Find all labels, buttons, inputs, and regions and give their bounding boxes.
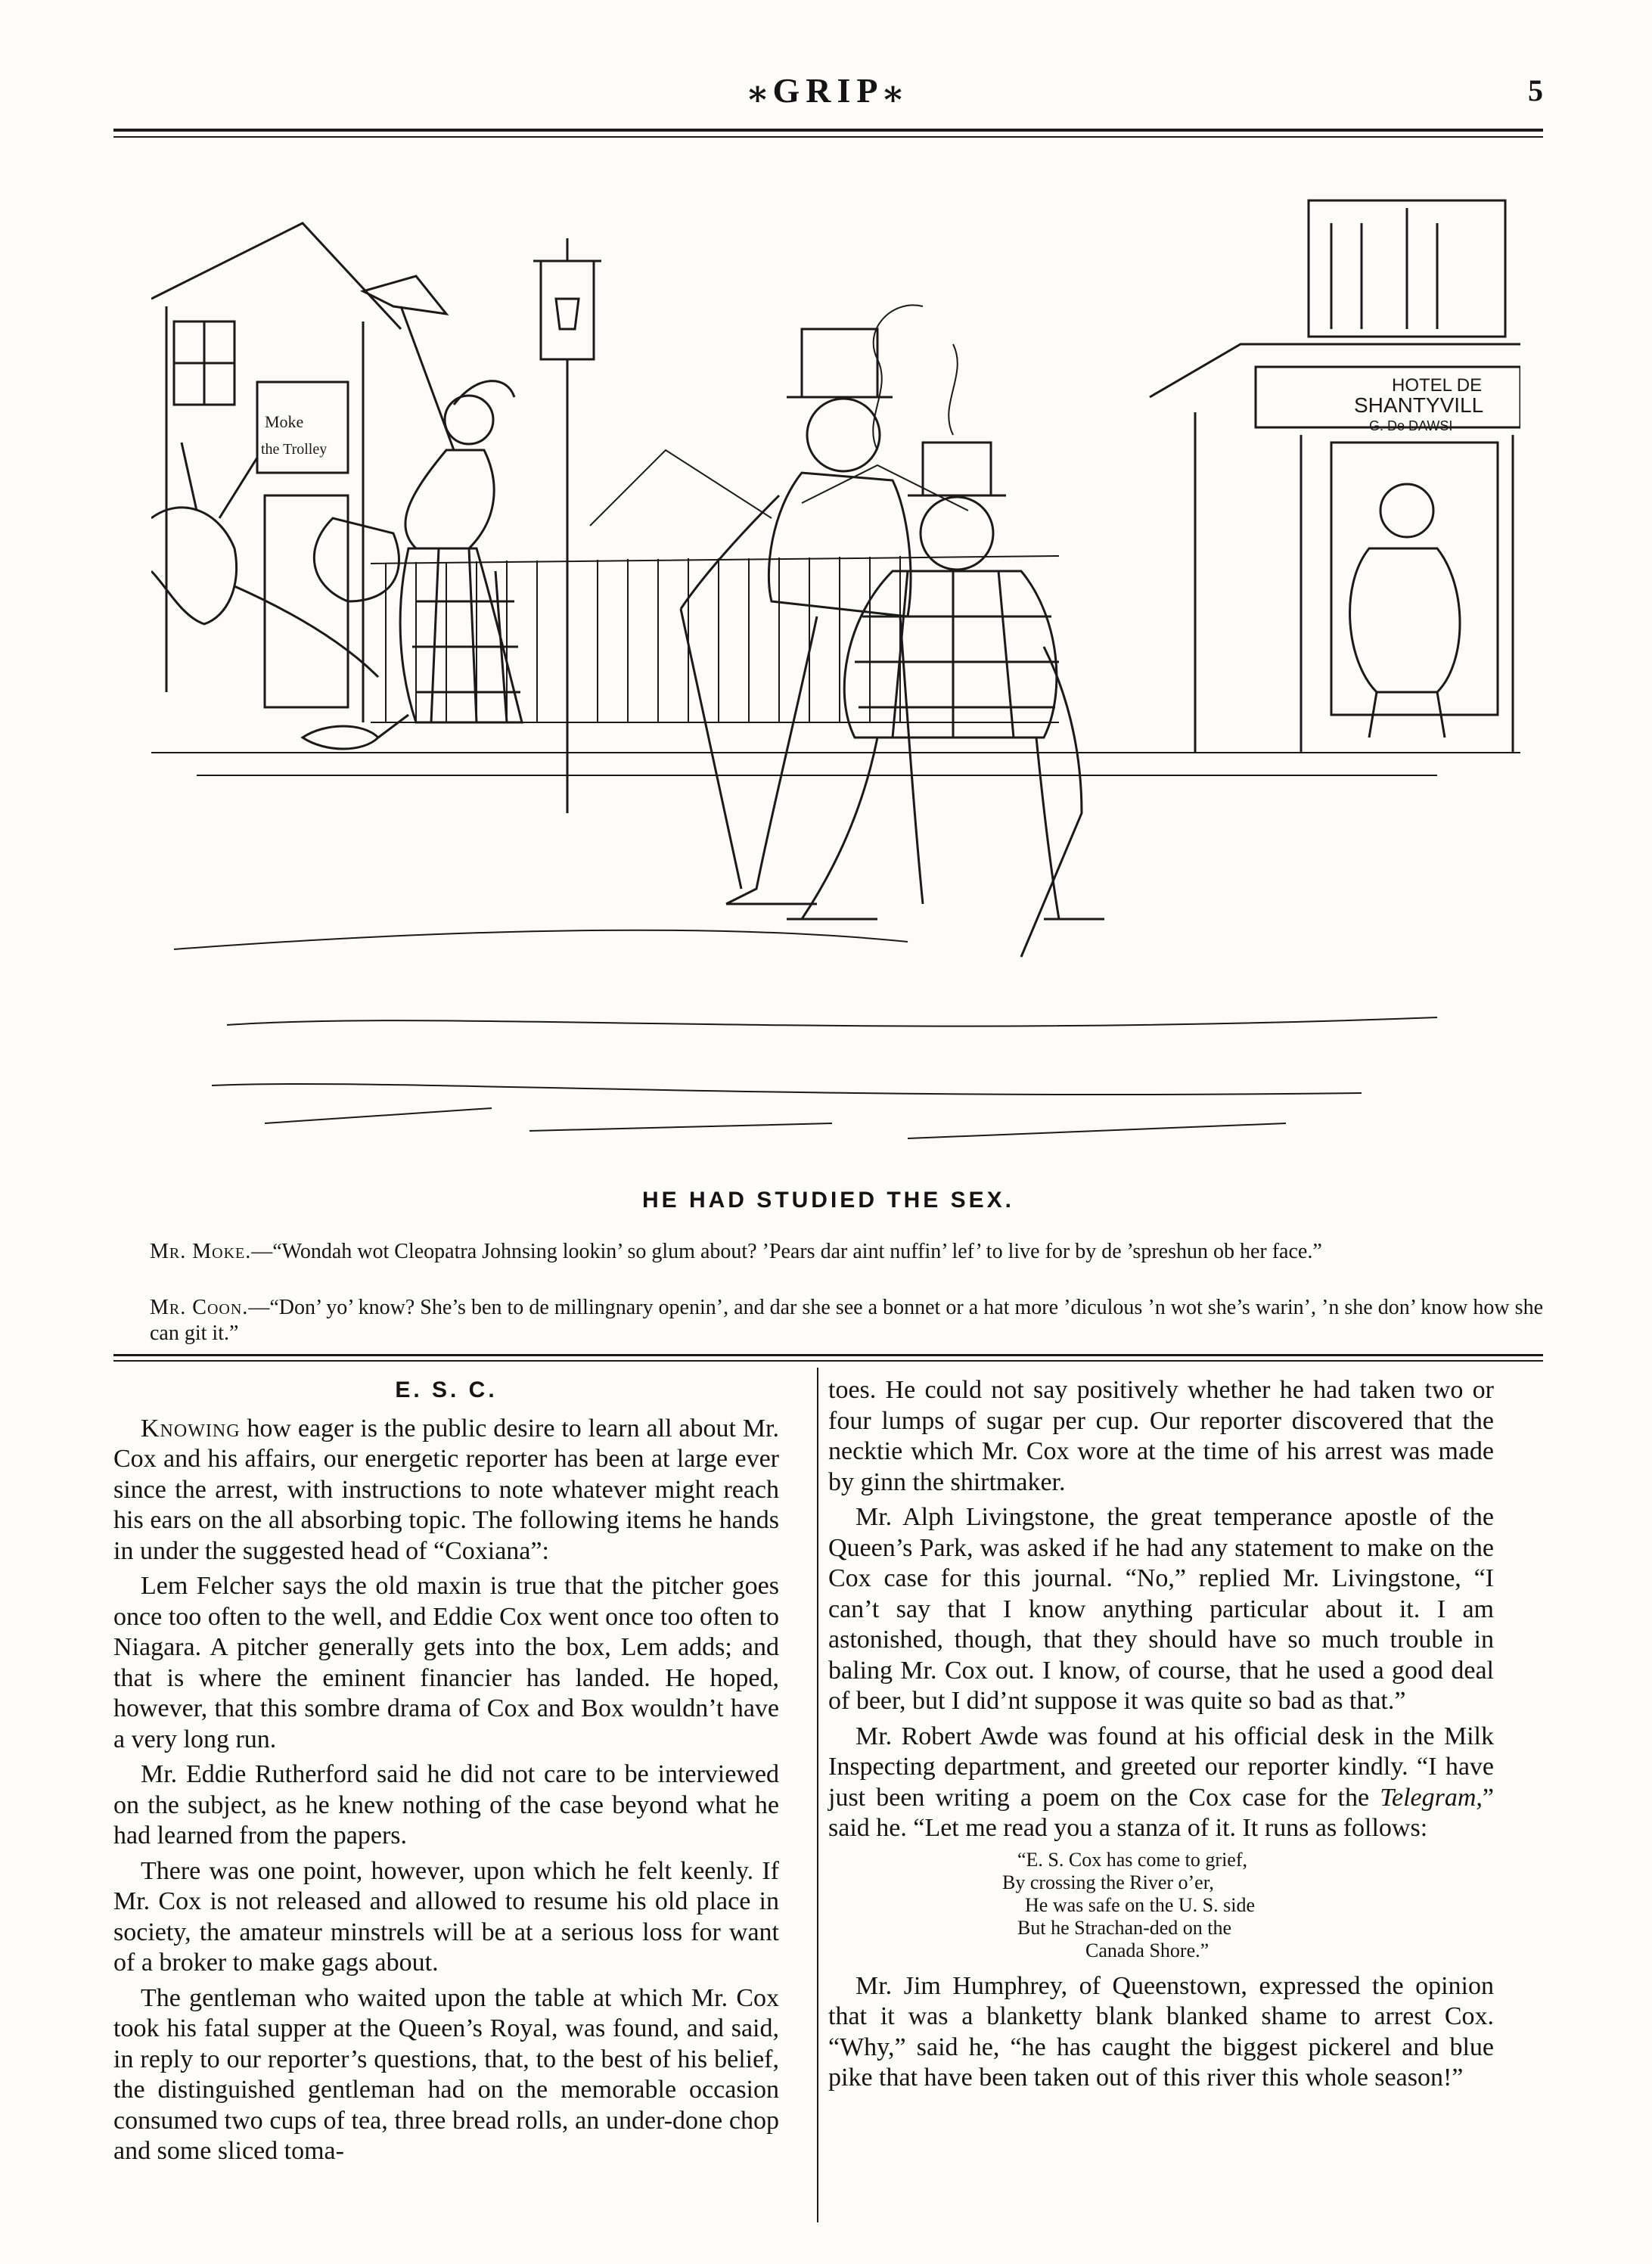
speaker-name: Mr. Moke.: [150, 1240, 252, 1263]
masthead-rule-thick: [113, 129, 1543, 132]
short-man-checked-suit: [787, 443, 1104, 957]
article-column-right: [828, 1375, 1494, 2098]
article-column-left: [113, 1375, 779, 2172]
page-number: 5: [1528, 73, 1543, 107]
article-paragraph: Knowing how eager is the public desire to learn all about Mr. Cox and his affairs, our energetic reporter has been at large ever since the arrest, with instructions to note whatever might reach his ears on the all absorbing topic. The following items he hands in under the suggested head of “Coxiana”:: [113, 1414, 779, 1565]
poem-stanza: [828, 1849, 1494, 1962]
publication-title: ⁎GRIP⁎: [748, 71, 908, 110]
article-paragraph: The gentleman who waited upon the table at which Mr. Cox took his fatal supper at the Queen’s Royal, was found, and said, in reply to our reporter’s questions, that, to the best of his belief, the distinguished gentleman had on the memorable occasion consumed two cups of tea, three bread rolls, an under-done chop and some sliced toma-: [113, 1983, 779, 2165]
cartoon-illustration: [151, 193, 1520, 1176]
newspaper-title: Telegram,: [1380, 1783, 1483, 1812]
poem-line: But he Strachan-ded on the: [1017, 1916, 1232, 1939]
speaker-name: Mr. Coon.: [150, 1296, 249, 1319]
masthead-rule-thin: [113, 136, 1543, 138]
lamp-post: [533, 238, 601, 813]
masthead: [113, 70, 1543, 115]
poem-line: “E. S. Cox has come to grief,: [1017, 1848, 1247, 1871]
cigar-smoke: [873, 305, 958, 450]
dialogue-text: —“Don’ yo’ know? She’s ben to de millingnary openin’, and dar she see a bonnet or a hat more ’diculous ’n wot she’s warin’, ’n she don’ know how she can git it.”: [150, 1296, 1543, 1345]
shop-sign-1: Moke: [265, 412, 304, 431]
article-paragraph: Mr. Alph Livingstone, the great temperance apostle of the Queen’s Park, was asked if he had any statement to make on the Cox case for this journal. “No,” replied Mr. Livingstone, “I can’t say that I know anything particular about it. I am astonished, though, that they should have so much trouble in baling Mr. Cox out. I know, of course, that he used a good deal of beer, but I did’nt suppose it was quite so bad as that.”: [828, 1503, 1494, 1715]
lead-word: Knowing: [141, 1414, 241, 1443]
article-paragraph: Mr. Eddie Rutherford said he did not care to be interviewed on the subject, as he knew nothing of the case beyond what he had learned from the papers.: [113, 1760, 779, 1849]
doorway-figure: [1350, 484, 1460, 738]
street-ground: [151, 753, 1520, 1138]
article-heading: E. S. C.: [395, 1377, 498, 1402]
article-paragraph: Lem Felcher says the old maxin is true that the pitcher goes once too often to the well, and Eddie Cox went once too often to Niagara. A pitcher generally gets into the box, Lem adds; and that is where the eminent financier has landed. He hoped, however, that this sombre drama of Cox and Box wouldn’t have a very long run.: [113, 1572, 779, 1753]
article-paragraph: Mr. Jim Humphrey, of Queenstown, expressed the opinion that it was a blanketty blank blanked shame to arrest Cox. “Why,” said he, “he has caught the biggest pickerel and blue pike that have been taken out of this river this whole season!”: [828, 1971, 1494, 2092]
poem-line: He was safe on the U. S. side: [1025, 1893, 1255, 1916]
woman-with-parasol: [314, 276, 522, 722]
caption-rule-thick: [113, 1354, 1543, 1356]
hotel-sign-3: G. De DAWSI: [1369, 418, 1453, 433]
article-paragraph: Mr. Robert Awde was found at his official desk in the Milk Inspecting department, and greeted our reporter kindly. “I have just been writing a poem on the Cox case for the Telegram,” said he. “Let me read you a stanza of it. It runs as follows:: [828, 1722, 1494, 1842]
hotel-building: [1150, 200, 1520, 753]
dialogue-coon: [150, 1295, 1543, 1346]
dialogue-moke: [150, 1239, 1543, 1265]
article-paragraph: There was one point, however, upon which he felt keenly. If Mr. Cox is not released and allowed to resume his old place in society, the amateur minstrels will be at a serious loss for want of a broker to make gags about.: [113, 1856, 779, 1977]
shop-sign-2: the Trolley: [261, 441, 328, 458]
dog: [303, 715, 408, 749]
cartoon-title: HE HAD STUDIED THE SEX.: [641, 1188, 1015, 1213]
caption-rule-thin: [113, 1360, 1543, 1362]
hotel-sign-2: SHANTYVILL: [1354, 393, 1484, 417]
dialogue-text: —“Wondah wot Cleopatra Johnsing lookin’ so glum about? ’Pears dar aint nuffin’ lef’ to live for by de ’spreshun ob her face.”: [251, 1240, 1322, 1263]
hotel-sign-1: HOTEL DE: [1392, 375, 1483, 396]
poem-line: Canada Shore.”: [1085, 1939, 1210, 1961]
article-paragraph: toes. He could not say positively whether he had taken two or four lumps of sugar per cup. Our reporter discovered that the necktie which Mr. Cox wore at the time of his arrest was made by ginn the shirtmaker.: [828, 1376, 1494, 1496]
column-divider: [817, 1368, 818, 2222]
poem-line: By crossing the River o’er,: [1002, 1871, 1214, 1893]
